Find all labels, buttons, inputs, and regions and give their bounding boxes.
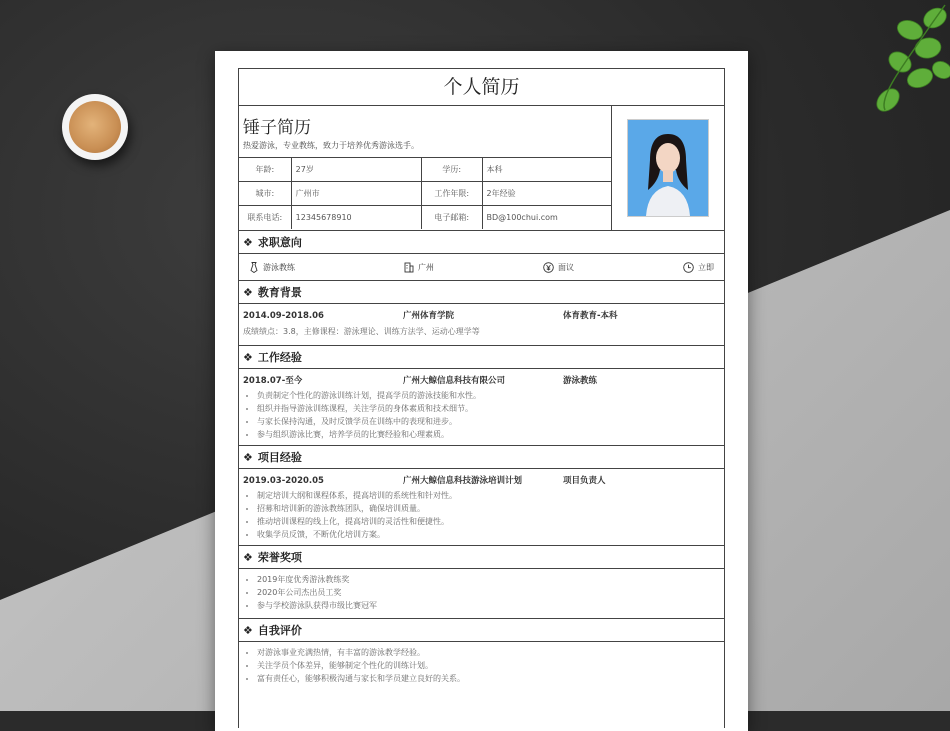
info-value: 本科 — [482, 158, 612, 182]
section-title: 工作经验 — [257, 351, 302, 364]
list-item: • 参与组织游泳比赛，培养学员的比赛经验和心理素质。 — [257, 428, 720, 441]
info-row — [239, 158, 612, 182]
section-header-education — [239, 281, 724, 304]
list-item: • 组织并指导游泳训练课程，关注学员的身体素质和技术细节。 — [257, 402, 720, 415]
resume-paper — [215, 51, 748, 731]
list-item: • 参与学校游泳队获得市级比赛冠军 — [257, 599, 720, 612]
list-item: • 关注学员个体差异，能够制定个性化的训练计划。 — [257, 659, 720, 672]
intent-start — [683, 262, 714, 273]
candidate-motto: 热爱游泳，专业教练，致力于培养优秀游泳选手。 — [243, 141, 419, 150]
diamond-bullet-icon: ❖ — [243, 235, 253, 249]
list-item: • 对游泳事业充满热情，有丰富的游泳教学经验。 — [257, 646, 720, 659]
intent-salary — [543, 262, 574, 273]
list-item: • 收集学员反馈，不断优化培训方案。 — [257, 528, 720, 541]
candidate-name: 锤子简历 — [243, 118, 311, 138]
diamond-bullet-icon: ❖ — [243, 450, 253, 464]
project-duty-list — [243, 489, 720, 541]
work-duty-list — [243, 389, 720, 441]
section-title: 荣誉奖项 — [257, 551, 302, 564]
section-header-honors — [239, 546, 724, 569]
info-label: 工作年限: — [421, 182, 482, 206]
section-body-intent — [239, 254, 724, 281]
list-item: • 制定培训大纲和课程体系，提高培训的系统性和针对性。 — [257, 489, 720, 502]
edu-school: 广州体育学院 — [403, 311, 455, 321]
work-role: 游泳教练 — [563, 376, 598, 386]
diamond-bullet-icon: ❖ — [243, 285, 253, 299]
coffee-cup-decoration — [62, 94, 128, 160]
project-role: 项目负责人 — [563, 476, 606, 486]
section-body-self — [239, 642, 724, 691]
info-row — [239, 206, 612, 230]
edu-date: 2014.09-2018.06 — [243, 311, 324, 321]
tie-icon — [249, 262, 259, 273]
info-label: 电子邮箱: — [421, 206, 482, 230]
info-value: 27岁 — [291, 158, 421, 182]
list-item: • 富有责任心，能够积极沟通与家长和学员建立良好的关系。 — [257, 672, 720, 685]
work-company: 广州大鲸信息科技有限公司 — [403, 376, 506, 386]
intent-city-text: 广州 — [418, 262, 434, 272]
section-title: 项目经验 — [257, 451, 302, 464]
info-label: 年龄: — [239, 158, 291, 182]
intent-start-text: 立即 — [698, 262, 714, 272]
intent-city — [404, 262, 434, 273]
resume-title: 个人简历 — [239, 69, 724, 106]
honors-list — [243, 573, 720, 612]
profile-header — [239, 106, 724, 231]
clock-icon — [683, 262, 694, 273]
resume-frame — [238, 68, 725, 728]
info-value: 2年经验 — [482, 182, 612, 206]
edu-major: 体育教育-本科 — [563, 311, 618, 321]
info-label: 学历: — [421, 158, 482, 182]
info-value: 广州市 — [291, 182, 421, 206]
section-title: 求职意向 — [257, 236, 302, 249]
info-label: 城市: — [239, 182, 291, 206]
section-body-project — [239, 469, 724, 546]
list-item: • 招募和培训新的游泳教练团队，确保培训质量。 — [257, 502, 720, 515]
list-item: • 与家长保持沟通，及时反馈学员在训练中的表现和进步。 — [257, 415, 720, 428]
edu-detail: 成绩绩点：3.8，主修课程：游泳理论、训练方法学、运动心理学等 — [243, 327, 480, 336]
diamond-bullet-icon: ❖ — [243, 623, 253, 637]
list-item: • 推动培训课程的线上化，提高培训的灵活性和便捷性。 — [257, 515, 720, 528]
self-eval-list — [243, 646, 720, 685]
diamond-bullet-icon: ❖ — [243, 550, 253, 564]
section-title: 教育背景 — [257, 286, 302, 299]
work-date: 2018.07-至今 — [243, 376, 303, 386]
section-header-intent — [239, 231, 724, 254]
info-label: 联系电话: — [239, 206, 291, 230]
section-title: 自我评价 — [257, 624, 302, 637]
building-icon — [404, 262, 414, 273]
basic-info-table — [239, 157, 612, 229]
section-header-work — [239, 346, 724, 369]
yen-icon — [543, 262, 554, 273]
info-value: BD@100chui.com — [482, 206, 612, 230]
list-item: • 2019年度优秀游泳教练奖 — [257, 573, 720, 586]
list-item: • 负责制定个性化的游泳训练计划，提高学员的游泳技能和水性。 — [257, 389, 720, 402]
section-header-project — [239, 446, 724, 469]
intent-position-text: 游泳教练 — [263, 262, 295, 272]
section-body-education — [239, 304, 724, 346]
section-body-work — [239, 369, 724, 446]
diamond-bullet-icon: ❖ — [243, 350, 253, 364]
section-header-self — [239, 619, 724, 642]
project-date: 2019.03-2020.05 — [243, 476, 324, 486]
project-name: 广州大鲸信息科技游泳培训计划 — [403, 476, 523, 486]
intent-position — [249, 262, 295, 273]
intent-salary-text: 面议 — [558, 262, 574, 272]
info-row — [239, 182, 612, 206]
profile-photo — [627, 119, 709, 217]
info-value: 12345678910 — [291, 206, 421, 230]
section-body-honors — [239, 569, 724, 619]
plant-leaves-decoration — [840, 0, 950, 120]
list-item: • 2020年公司杰出员工奖 — [257, 586, 720, 599]
